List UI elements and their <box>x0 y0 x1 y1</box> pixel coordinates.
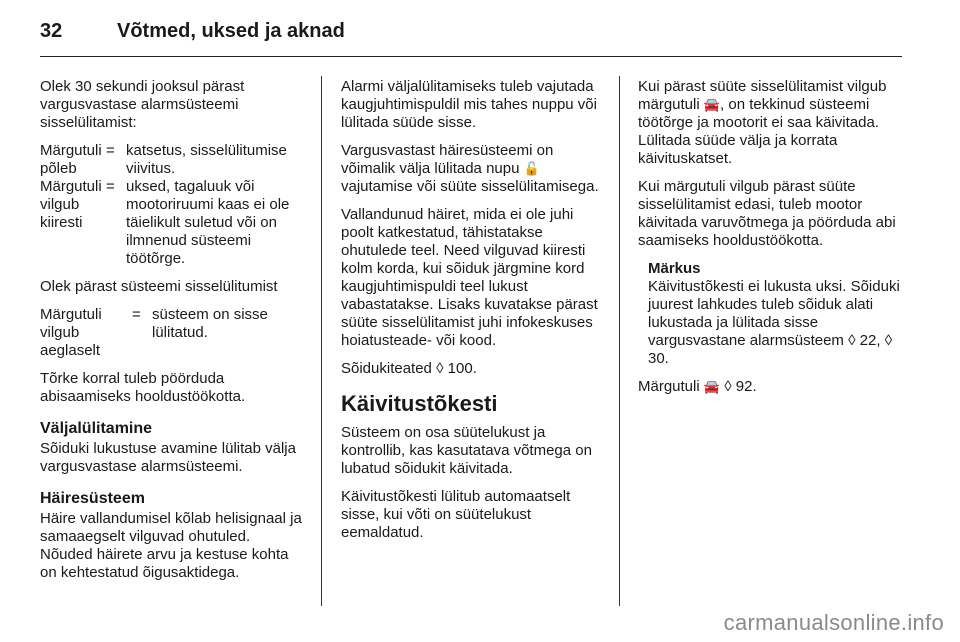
paragraph-hairesusteem: Häire vallandumisel kõlab helisignaal ja samaaegselt vilguvad ohutuled. Nõuded häirete arvu ja kestuse kohta on kehtestatud õigusaktidega. <box>40 510 302 581</box>
equals-sign: = <box>106 178 115 195</box>
paragraph-status-30s: Olek 30 sekundi jooksul pärast vargusvastase alarmsüsteemi sisselülitamist: <box>40 78 245 131</box>
text: 22, <box>855 332 885 349</box>
paragraph-fault: Tõrke korral tuleb pöörduda abisaamiseks hooldustöökotta. <box>40 370 246 405</box>
equals-sign: = <box>106 142 115 159</box>
page-ref-icon: ◊ <box>436 360 444 377</box>
text: 92. <box>731 378 757 395</box>
column-divider-2 <box>619 76 620 606</box>
paragraph-status-after: Olek pärast süsteemi sisselülitumist <box>40 278 278 295</box>
car-key-icon: 🚘 <box>703 97 721 112</box>
status-row <box>40 178 306 268</box>
column-1 <box>40 78 306 592</box>
text: 100. <box>443 360 477 377</box>
watermark: carmanualsonline.info <box>723 610 944 635</box>
paragraph-valjalulitamine: Sõiduki lukustuse avamine lülitab välja vargusvastase alarmsüsteemi. <box>40 440 296 475</box>
note-body <box>648 278 904 368</box>
status-table-1 <box>40 142 306 268</box>
status-row <box>40 142 306 178</box>
page-ref-icon: ◊ <box>884 332 893 349</box>
status-table-2 <box>40 306 306 360</box>
paragraph-immobilizer-1: Süsteem on osa süütelukust ja kontrollib, kas kasutatava võtmega on lubatud sõidukit käivitada. <box>341 424 592 477</box>
text: Märgutuli <box>638 378 704 395</box>
column-3 <box>638 78 904 406</box>
text: , on tekkinud süsteemi töötõrge ja mootorit ei saa käivitada. Lülitada süüde välja ja korrata käivituskatset. <box>638 96 879 167</box>
note-box <box>638 260 904 368</box>
unlock-icon: 🔓 <box>523 161 540 176</box>
paragraph-indicator-flash <box>638 78 904 168</box>
page-title: Võtmed, uksed ja aknad <box>117 20 345 42</box>
status-term: Märgutuli vilgub aeglaselt <box>40 306 102 359</box>
page-ref-icon: ◊ <box>848 332 856 349</box>
status-value: uksed, tagaluuk või mootoriruumi kaas ei ole täielikult suletud või on ilmnenud süsteemi töötõrge. <box>126 178 290 267</box>
text: Vargusvastast häiresüsteemi on võimalik välja lülitada nupu <box>341 142 554 177</box>
paragraph-alarm-off: Alarmi väljalülitamiseks tuleb vajutada kaugjuhtimispuldil mis tahes nuppu või lülitada süüde sisse. <box>341 78 597 131</box>
status-term: Märgutuli vilgub kiiresti <box>40 178 102 231</box>
page-ref-icon: ◊ <box>720 378 732 395</box>
status-value: katsetus, sisselülitumise viivitus. <box>126 142 287 177</box>
heading-valjalulitamine: Väljalülitamine <box>40 420 153 437</box>
text: Kui pärast süüte sisselülitamist vilgub märgutuli <box>638 78 887 113</box>
text: Sõidukiteated <box>341 360 437 377</box>
paragraph-triggered-alarm: Vallandunud häiret, mida ei ole juhi poolt katkestatud, tähistatakse ohutulede teel. Need vilguvad kiiresti kolm korda, kui sõiduk järgmine kord kaugjuhtimispuldi teel lukust vabastatakse. Lisaks kuvatakse pärast süüte sisselülitamist juhi infokeskuses hoiatusteade- või kood. <box>341 206 598 349</box>
page-header <box>40 14 902 50</box>
status-row <box>40 306 306 360</box>
paragraph-immobilizer-2: Käivitustõkesti lülitub automaatselt sisse, kui võti on süütelukust eemaldatud. <box>341 488 571 541</box>
heading-kaivitustokesti: Käivitustõkesti <box>341 391 498 416</box>
column-divider-1 <box>321 76 322 606</box>
text: Käivitustõkesti ei lukusta uksi. Sõiduki juurest lahkudes tuleb sõiduk alati lukustada ja lülitada sisse vargusvastane alarmsüsteem <box>648 278 900 349</box>
paragraph-spare-key: Kui märgutuli vilgub pärast süüte sisselülitamist edasi, tuleb mootor käivitada varuvõtmega ja pöörduda abi saamiseks hooldustöökotta. <box>638 178 896 249</box>
text: vajutamise või süüte sisselülitamisega. <box>341 178 599 195</box>
paragraph-indicator-ref <box>638 378 904 396</box>
text: 30. <box>648 350 669 367</box>
paragraph-alarm-button <box>341 142 607 196</box>
note-title: Märkus <box>648 260 701 277</box>
car-key-icon: 🚘 <box>703 379 721 394</box>
page-number: 32 <box>40 20 63 42</box>
equals-sign: = <box>132 306 141 323</box>
paragraph-vehicle-messages <box>341 360 607 378</box>
heading-hairesusteem: Häiresüsteem <box>40 490 145 507</box>
header-rule <box>40 56 902 57</box>
status-value: süsteem on sisse lülitatud. <box>152 306 268 341</box>
status-term: Märgutuli põleb <box>40 142 102 177</box>
column-2 <box>341 78 607 552</box>
